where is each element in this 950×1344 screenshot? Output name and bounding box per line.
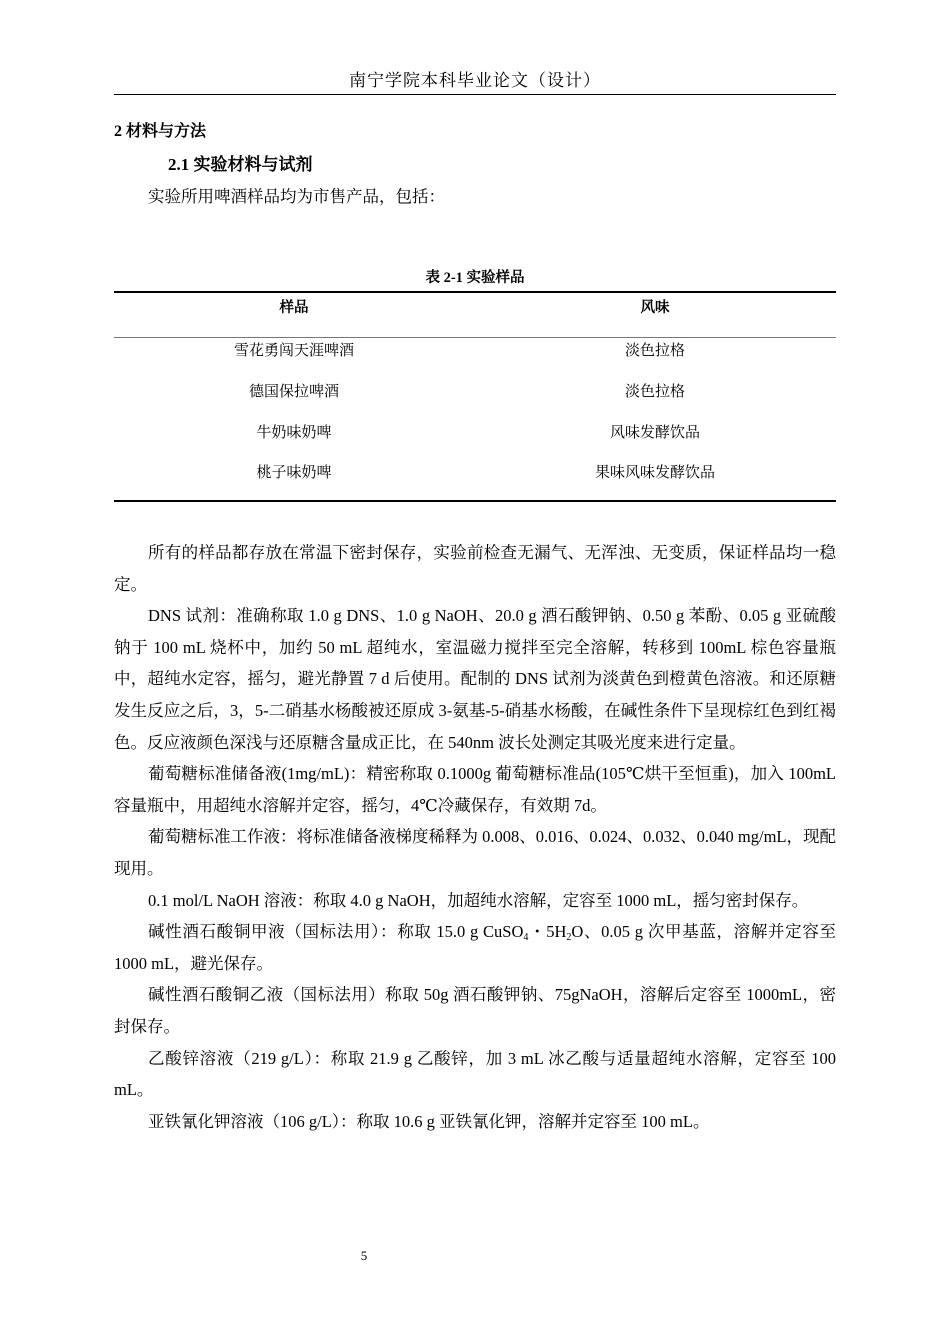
cell-sample: 雪花勇闯天涯啤酒 (233, 343, 354, 359)
samples-table (114, 291, 836, 502)
cell-sample: 德国保拉啤酒 (248, 384, 339, 400)
running-header: 南宁学院本科毕业论文（设计） (114, 66, 836, 95)
cell-flavor: 淡色拉格 (624, 343, 685, 359)
fehling-a-text-1: 碱性酒石酸铜甲液（国标法用）：称取 15.0 g CuSO (148, 922, 524, 942)
paragraph-naoh: 0.1 mol/L NaOH 溶液：称取 4.0 g NaOH，加超纯水溶解，定容至 1000 mL，摇匀密封保存。 (148, 890, 809, 910)
paragraph-glucose-stock: 葡萄糖标准储备液(1mg/mL)：精密称取 0.1000g 葡萄糖标准品(105℃烘干至恒重)，加入 100mL 容量瓶中，用超纯水溶解并定容，摇匀，4℃冷藏保存，有效期 7d。 (114, 764, 836, 815)
paragraph-glucose-working: 葡萄糖标准工作液：将标准储备液梯度稀释为 0.008、0.016、0.024、0.032、0.040 mg/mL，现配现用。 (114, 827, 836, 878)
table-caption: 表 2-1 实验样品 (425, 270, 525, 286)
subscript-4: 4 (523, 932, 529, 944)
section-heading: 2 材料与方法 (114, 123, 207, 140)
subsection-heading: 2.1 实验材料与试剂 (168, 155, 313, 174)
paragraph-fehling-a (114, 916, 836, 979)
column-header-flavor: 风味 (640, 300, 670, 316)
paragraph-dns-reagent: DNS 试剂：准确称取 1.0 g DNS、1.0 g NaOH、20.0 g 酒石酸钾钠、0.50 g 苯酚、0.05 g 亚硫酸钠于 100 mL 烧杯中，加约 50 mL 超纯水，室温磁力搅拌至完全溶解，转移到 100mL 棕色容量瓶中，超纯水定容，摇匀，避光静置 7 d 后使用。配制的 DNS 试剂为淡黄色到橙黄色溶液。和还原糖发生反应之后，3，5-二硝基水杨酸被还原成 3-氨基-5-硝基水杨酸，在碱性条件下呈现棕红色到红褐色。反应液颜色深浅与还原糖含量成正比，在 540nm 波长处测定其吸光度来进行定量。 (114, 606, 836, 752)
cell-flavor: 风味发酵饮品 (609, 425, 700, 441)
body-text (114, 537, 836, 1137)
fehling-a-text-2: ・5H (528, 922, 567, 942)
page-number: 5 (360, 1248, 368, 1263)
subscript-2: 2 (566, 932, 572, 944)
intro-paragraph: 实验所用啤酒样品均为市售产品，包括： (148, 187, 445, 206)
paragraph-fehling-b: 碱性酒石酸铜乙液（国标法用）称取 50g 酒石酸钾钠、75gNaOH，溶解后定容至 1000mL，密封保存。 (114, 985, 836, 1036)
paragraph-zinc-acetate: 乙酸锌溶液（219 g/L）：称取 21.9 g 乙酸锌，加 3 mL 冰乙酸与适量超纯水溶解，定容至 100 mL。 (114, 1048, 836, 1100)
table-row (114, 339, 836, 379)
cell-flavor: 淡色拉格 (624, 384, 685, 400)
table-row (114, 461, 836, 501)
cell-flavor: 果味风味发酵饮品 (594, 465, 715, 481)
table-row (114, 380, 836, 420)
column-header-sample: 样品 (279, 300, 309, 316)
cell-sample: 桃子味奶啤 (256, 465, 332, 481)
cell-sample: 牛奶味奶啤 (256, 425, 332, 441)
paragraph-storage: 所有的样品都存放在常温下密封保存，实验前检查无漏气、无浑浊、无变质，保证样品均一稳定。 (114, 543, 836, 594)
table-header-row (114, 293, 836, 338)
table-row (114, 421, 836, 461)
paragraph-potassium-ferrocyanide: 亚铁氰化钾溶液（106 g/L）：称取 10.6 g 亚铁氰化钾，溶解并定容至 100 mL。 (148, 1111, 710, 1131)
fehling-a-text-3: O、0.05 g 次甲基蓝，溶解并定容至 1000 mL，避光保存。 (114, 922, 836, 973)
